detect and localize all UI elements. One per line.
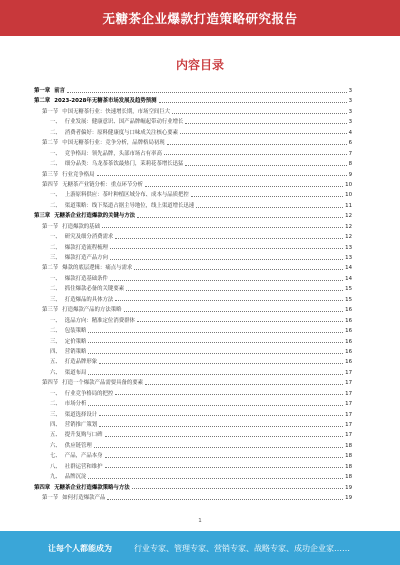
toc-leader-dots (88, 332, 343, 333)
toc-entry-text (50, 117, 183, 127)
toc-entry-title: 渠道布局 (64, 369, 87, 376)
toc-leader-dots (132, 488, 343, 489)
toc-entry-text (50, 451, 103, 461)
toc-entry-title: 爆款打造产品方向 (64, 255, 108, 261)
toc-entry-page: 8 (348, 161, 352, 168)
toc-entry-title: 前言 (54, 88, 65, 94)
toc-entry-label: 第三节 (42, 307, 59, 314)
toc-entry-title: 中国无糖茶行业：竞争分析，品牌格局初现 (62, 140, 165, 147)
toc-leader-dots (137, 217, 343, 218)
toc-entry[interactable] (34, 347, 352, 357)
toc-entry-label: 五、 (50, 432, 61, 439)
toc-entry-text (50, 472, 86, 482)
toc-entry-page: 3 (348, 88, 352, 94)
toc-entry[interactable] (34, 128, 352, 138)
toc-entry-title: 爆款的底层逻辑：痛点与需求 (62, 265, 133, 272)
toc-leader-dots (107, 499, 343, 500)
toc-entry-title: 营销推广策划 (64, 422, 98, 428)
toc-entry[interactable] (34, 284, 352, 294)
toc-entry-title: 产品，产品本身 (64, 453, 103, 460)
toc-entry-page: 19 (345, 495, 352, 502)
toc-entry-label: 第四节 (42, 181, 59, 188)
toc-entry-text (50, 441, 92, 451)
toc-leader-dots (191, 196, 343, 197)
toc-entry-label: 第一章 (34, 88, 51, 94)
toc-entry-label: 一、 (50, 192, 61, 199)
toc-entry-text (50, 347, 86, 357)
toc-entry-text (50, 284, 124, 294)
toc-entry-page: 15 (345, 286, 352, 293)
toc-entry-title: 如何打造爆款产品 (62, 495, 106, 502)
toc-entry[interactable] (34, 316, 352, 326)
toc-leader-dots (115, 238, 343, 239)
toc-entry-text (50, 159, 183, 169)
toc-entry-text (42, 180, 143, 190)
toc-entry-label: 一、 (50, 150, 61, 157)
toc-entry-title: 无糖茶产业链分析：重点环节分析 (62, 181, 144, 188)
toc-entry-text (50, 253, 108, 263)
toc-entry[interactable] (34, 451, 352, 461)
toc-entry-text (50, 232, 113, 242)
toc-entry-text (50, 399, 86, 409)
toc-entry-text (50, 368, 86, 378)
toc-entry[interactable] (34, 211, 352, 221)
toc-entry[interactable] (34, 201, 352, 211)
toc-entry-page: 17 (345, 422, 352, 428)
toc-entry-text (34, 96, 157, 106)
toc-entry-title: 打造爆品的具体方法 (64, 296, 114, 303)
toc-entry-title: 行业发展：健康意识、国产品牌崛起带动行业增长 (64, 119, 184, 126)
toc-entry-label: 一、 (50, 119, 61, 126)
toc-entry[interactable] (34, 493, 352, 503)
toc-leader-dots (185, 123, 346, 124)
toc-leader-dots (110, 248, 343, 249)
toc-entry-label: 一、 (50, 317, 61, 324)
footer-slogan-left: 让每个人都能成为 (48, 543, 112, 553)
toc-entry[interactable] (34, 483, 352, 493)
toc-entry-page: 18 (345, 442, 352, 449)
toc-entry-text (34, 86, 65, 96)
toc-entry-page: 18 (345, 463, 352, 470)
toc-leader-dots (105, 436, 344, 437)
toc-entry-label: 六、 (50, 369, 61, 376)
toc-entry-title: 打造一个爆款产品需要具备的要素 (62, 380, 144, 387)
toc-leader-dots (126, 290, 343, 291)
toc-entry-label: 二、 (50, 244, 61, 251)
toc-entry-label: 五、 (50, 359, 61, 366)
toc-entry-text (42, 170, 95, 180)
toc-entry-page: 13 (345, 255, 352, 261)
toc-entry-label: 三、 (50, 296, 61, 303)
toc-leader-dots (145, 384, 343, 385)
toc-entry[interactable] (34, 368, 352, 378)
toc-entry-page: 12 (345, 213, 352, 220)
toc-entry[interactable] (34, 472, 352, 482)
toc-entry-text (50, 128, 178, 138)
toc-entry-page: 17 (345, 380, 352, 387)
toc-leader-dots (94, 447, 343, 448)
toc-entry-title: 抓住爆款必备的关键要素 (64, 286, 125, 293)
toc-entry-title: 包装策略 (64, 328, 87, 335)
toc-entry-page: 13 (345, 244, 352, 251)
toc-entry-page: 11 (345, 202, 352, 209)
toc-entry-page: 9 (348, 171, 352, 178)
toc-entry-page: 7 (348, 150, 352, 157)
toc-entry-text (50, 201, 194, 211)
toc-entry-label: 二、 (50, 129, 61, 136)
toc-entry[interactable] (34, 117, 352, 127)
toc-entry-page: 4 (348, 129, 352, 136)
toc-entry-page: 17 (345, 369, 352, 376)
toc-entry-label: 三、 (50, 255, 61, 261)
toc-entry[interactable] (34, 378, 352, 388)
toc-entry-label: 一、 (50, 234, 61, 241)
toc-entry-text (50, 326, 86, 336)
toc-entry-label: 第四节 (42, 380, 59, 387)
toc-entry-label: 二、 (50, 328, 61, 335)
toc-entry[interactable] (34, 222, 352, 232)
toc-entry-label: 四、 (50, 422, 61, 428)
toc-leader-dots (88, 478, 343, 479)
toc-entry-page: 3 (348, 98, 352, 105)
toc-entry[interactable] (34, 138, 352, 148)
toc-entry-text (34, 211, 135, 221)
toc-entry-label: 第三章 (34, 213, 51, 220)
toc-entry-title: 渠道选择设计 (64, 411, 98, 418)
toc-entry-label: 第一节 (42, 495, 59, 502)
toc-leader-dots (88, 405, 343, 406)
toc-entry-page: 15 (345, 296, 352, 303)
toc-entry[interactable] (34, 441, 352, 451)
toc-entry-label: 二、 (50, 401, 61, 408)
toc-entry-title: 提升复购与口碑 (64, 432, 103, 439)
toc-entry-label: 一、 (50, 390, 61, 397)
toc-entry-page: 18 (345, 474, 352, 481)
toc-entry-title: 2023-2028年无糖茶市场发展及趋势预测 (54, 98, 157, 105)
toc-entry-text (42, 305, 122, 315)
toc-entry[interactable] (34, 96, 352, 106)
toc-entry[interactable] (34, 462, 352, 472)
toc-leader-dots (105, 467, 344, 468)
toc-entry-label: 三、 (50, 411, 61, 418)
toc-entry[interactable] (34, 326, 352, 336)
toc-entry-title: 中国无糖茶行业：快速增长期，市场空间巨大 (62, 108, 171, 115)
toc-entry-text (50, 420, 97, 430)
toc-entry-page: 16 (345, 338, 352, 345)
toc-entry-text (42, 263, 132, 273)
toc-entry-title: 打造爆款的基础 (62, 223, 100, 230)
toc-leader-dots (88, 353, 343, 354)
toc-entry-text (42, 138, 165, 148)
footer-banner (0, 531, 400, 565)
toc-entry-title: 品牌沉淀 (64, 474, 87, 481)
toc-entry-text (50, 410, 97, 420)
toc-entry[interactable] (34, 86, 352, 96)
toc-leader-dots (102, 227, 343, 228)
toc-entry-text (50, 149, 162, 159)
toc-entry-page: 12 (345, 234, 352, 241)
toc-entry-label: 七、 (50, 453, 61, 460)
toc-entry-title: 社群运营和维护 (64, 463, 103, 470)
toc-entry-label: 第三节 (42, 171, 59, 178)
toc-leader-dots (159, 102, 347, 103)
toc-entry-page: 17 (345, 401, 352, 408)
toc-leader-dots (134, 269, 343, 270)
toc-entry-page: 3 (348, 108, 352, 115)
toc-entry-text (34, 483, 130, 493)
toc-entry[interactable] (34, 274, 352, 284)
toc-entry-title: 定价策略 (64, 338, 87, 345)
toc-entry-title: 竞争格局：领先品牌，头部市场占有率高 (64, 150, 162, 157)
toc-entry[interactable] (34, 337, 352, 347)
toc-leader-dots (99, 426, 343, 427)
toc-entry-title: 渠道策略：线下渠道占据主导地位，线上渠道增长迅速 (64, 202, 195, 209)
toc-entry-text (50, 316, 135, 326)
toc-entry-title: 爆款打造流程梳理 (64, 244, 108, 251)
toc-leader-dots (164, 154, 347, 155)
toc-entry-text (50, 337, 86, 347)
toc-leader-dots (110, 259, 343, 260)
toc-entry-label: 四、 (50, 348, 61, 355)
toc-entry[interactable] (34, 410, 352, 420)
toc-entry[interactable] (34, 243, 352, 253)
toc-entry-page: 16 (345, 348, 352, 355)
toc-entry-title: 行业竞争格局 (62, 171, 95, 178)
report-title: 无糖茶企业爆款打造策略研究报告 (102, 11, 298, 26)
toc-entry-label: 八、 (50, 463, 61, 470)
toc-entry-label: 第四章 (34, 484, 51, 491)
toc-entry-label: 二、 (50, 161, 61, 168)
toc-entry-page: 10 (345, 181, 352, 188)
toc-entry[interactable] (34, 107, 352, 117)
toc-leader-dots (124, 311, 344, 312)
toc-entry[interactable] (34, 253, 352, 263)
toc-entry-text (50, 274, 108, 284)
toc-entry[interactable] (34, 170, 352, 180)
toc-entry-page: 12 (345, 223, 352, 230)
table-of-contents (34, 86, 352, 504)
toc-entry-title: 市场分析 (64, 401, 87, 408)
toc-entry-page: 6 (348, 140, 352, 147)
toc-entry-text (50, 243, 108, 253)
toc-entry-title: 研究及细分消费需求 (64, 234, 114, 241)
toc-leader-dots (172, 113, 347, 114)
toc-entry-label: 第二节 (42, 265, 59, 272)
toc-entry-text (42, 222, 100, 232)
toc-leader-dots (115, 394, 343, 395)
toc-entry-text (50, 462, 103, 472)
toc-entry-text (50, 295, 113, 305)
toc-entry-page: 17 (345, 411, 352, 418)
page-number: 1 (198, 518, 202, 524)
toc-leader-dots (88, 342, 343, 343)
toc-entry[interactable] (34, 295, 352, 305)
toc-entry-label: 一、 (50, 275, 61, 282)
toc-entry[interactable] (34, 180, 352, 190)
toc-leader-dots (185, 165, 346, 166)
toc-entry-page: 14 (345, 275, 352, 282)
toc-entry-page: 10 (345, 192, 352, 199)
toc-entry[interactable] (34, 263, 352, 273)
toc-leader-dots (115, 300, 343, 301)
toc-entry-page: 17 (345, 390, 352, 397)
toc-entry[interactable] (34, 232, 352, 242)
footer-slogan-right: 行业专家、管理专家、营销专家、战略专家、成功企业家…… (134, 543, 350, 553)
report-header-bar (0, 0, 400, 36)
toc-heading: 内容目录 (175, 58, 224, 72)
toc-entry[interactable] (34, 430, 352, 440)
toc-leader-dots (99, 363, 343, 364)
toc-entry-page: 18 (345, 453, 352, 460)
toc-entry-label: 三、 (50, 338, 61, 345)
toc-entry-title: 细分品类：乌龙茶茶饮最热门，茉莉花茶增长迅猛 (64, 161, 184, 168)
toc-leader-dots (97, 175, 347, 176)
toc-entry-title: 无糖茶企业打造爆款策略与方法 (54, 484, 130, 491)
toc-entry[interactable] (34, 190, 352, 200)
toc-entry-title: 选品方向：精准定位消费群体 (64, 317, 135, 324)
toc-leader-dots (180, 133, 347, 134)
toc-leader-dots (145, 186, 343, 187)
toc-entry[interactable] (34, 420, 352, 430)
toc-leader-dots (167, 144, 347, 145)
toc-entry-title: 行业竞争格局的把控 (64, 390, 114, 397)
toc-entry-text (50, 430, 103, 440)
toc-entry-text (42, 493, 105, 503)
toc-entry-text (42, 378, 143, 388)
toc-leader-dots (196, 207, 343, 208)
toc-entry-title: 上游原料供应：茶叶种植区域分布、成本与品质把控 (64, 192, 189, 199)
toc-entry-page: 3 (348, 119, 352, 126)
toc-entry[interactable] (34, 399, 352, 409)
toc-entry[interactable] (34, 357, 352, 367)
toc-entry-title: 营销策略 (64, 348, 87, 355)
toc-entry-text (50, 389, 113, 399)
toc-entry-label: 二、 (50, 202, 61, 209)
toc-entry-label: 第一节 (42, 223, 59, 230)
toc-entry[interactable] (34, 149, 352, 159)
toc-entry-page: 16 (345, 328, 352, 335)
toc-leader-dots (105, 457, 344, 458)
toc-leader-dots (137, 321, 343, 322)
toc-entry-page: 14 (345, 265, 352, 272)
toc-leader-dots (67, 92, 347, 93)
toc-entry[interactable] (34, 305, 352, 315)
toc-entry-title: 无糖茶企业打造爆款的关键与方法 (54, 213, 136, 220)
toc-entry-page: 17 (345, 432, 352, 439)
toc-leader-dots (88, 374, 343, 375)
toc-entry-label: 第一节 (42, 108, 59, 115)
toc-entry-text (50, 190, 189, 200)
toc-entry-page: 16 (345, 359, 352, 366)
toc-entry-page: 16 (345, 317, 352, 324)
toc-entry-text (50, 357, 97, 367)
toc-entry-page: 19 (345, 484, 352, 491)
toc-entry-label: 六、 (50, 442, 61, 449)
toc-entry-label: 第二节 (42, 140, 59, 147)
toc-leader-dots (110, 280, 343, 281)
toc-entry-page: 16 (345, 307, 352, 314)
toc-entry-title: 供应链管理 (64, 442, 92, 449)
toc-entry-label: 二、 (50, 286, 61, 293)
toc-entry-title: 消费者偏好：原料健康度与口味成关注核心要素 (64, 129, 179, 136)
toc-entry-title: 爆款打造基础条件 (64, 275, 108, 282)
toc-entry-text (42, 107, 170, 117)
toc-entry-label: 第二章 (34, 98, 51, 105)
toc-entry[interactable] (34, 159, 352, 169)
toc-entry-title: 打造爆款产品的方法策略 (62, 307, 122, 314)
toc-entry-label: 九、 (50, 474, 61, 481)
toc-entry-title: 打造品牌形象 (64, 359, 98, 366)
toc-entry[interactable] (34, 389, 352, 399)
toc-leader-dots (99, 415, 343, 416)
